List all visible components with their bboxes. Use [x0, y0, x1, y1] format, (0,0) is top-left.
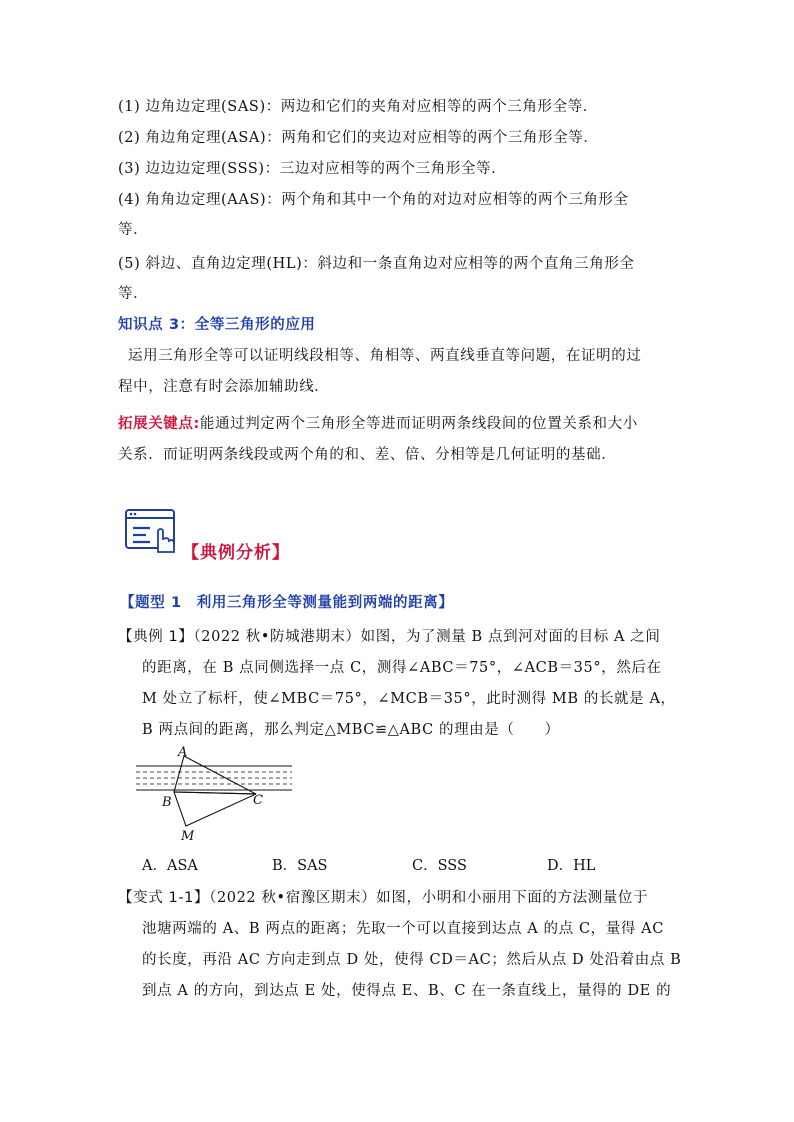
variant-1-1-line-1 — [118, 888, 648, 908]
option-d[interactable]: D．HL — [547, 858, 596, 874]
type-1-title: 【题型 1 利用三角形全等测量能到两端的距离】 — [120, 595, 454, 611]
variant-1-1-label: 【变式 1-1】 — [118, 890, 210, 906]
option-c[interactable]: C．SSS — [412, 858, 467, 874]
knowledge-point-3-line-1: 运用三角形全等可以证明线段相等、角相等、两直线垂直等问题，在证明的过 — [128, 348, 642, 364]
theorem-3: (3) 边边边定理(SSS)：三边对应相等的两个三角形全等． — [118, 161, 507, 177]
label-c: C — [253, 793, 263, 808]
key-point-line-2: 关系．而证明两条线段或两个角的和、差、倍、分相等是几何证明的基础． — [118, 447, 617, 463]
knowledge-point-3-line-2: 程中，注意有时会添加辅助线． — [118, 379, 330, 395]
example-1-line-3: M 处立了标杆，使∠MBC＝75°，∠MCB＝35°，此时测得 MB 的长就是 A， — [142, 691, 676, 707]
key-point-text-1: 能通过判定两个三角形全等进而证明两条线段间的位置关系和大小 — [199, 416, 638, 432]
knowledge-point-3-title: 知识点 3：全等三角形的应用 — [118, 317, 316, 333]
example-1-line-2: 的距离，在 B 点同侧选择一点 C，测得∠ABC＝75°，∠ACB＝35°，然后在 — [142, 660, 662, 676]
example-1-line-4: B 两点间的距离，那么判定△MBC≌△ABC 的理由是（ ） — [142, 722, 560, 738]
river-triangle-diagram — [134, 744, 294, 844]
theorem-1: (1) 边角边定理(SAS)：两边和它们的夹角对应相等的两个三角形全等． — [118, 99, 598, 115]
label-a: A — [178, 745, 188, 760]
theorem-5: (5) 斜边、直角边定理(HL)：斜边和一条直角边对应相等的两个直角三角形全 — [118, 256, 635, 272]
variant-1-1-text-1: （2022 秋•宿豫区期末）如图，小明和小丽用下面的方法测量位于 — [209, 890, 649, 906]
screen-hand-pointer-icon — [124, 508, 180, 554]
theorem-2: (2) 角边角定理(ASA)：两角和它们的夹边对应相等的两个三角形全等． — [118, 130, 599, 146]
variant-1-1-line-2: 池塘两端的 A、B 两点的距离；先取一个可以直接到达点 A 的点 C，量得 AC — [142, 921, 664, 937]
theorem-4-cont: 等． — [118, 222, 149, 238]
key-point-label: 拓展关键点: — [118, 416, 200, 432]
theorem-5-cont: 等． — [118, 286, 149, 302]
variant-1-1-line-4: 到点 A 的方向，到达点 E 处，使得点 E、B、C 在一条直线上，量得的 DE 的 — [142, 983, 672, 999]
option-a[interactable]: A．ASA — [142, 858, 198, 874]
variant-1-1-line-3: 的长度，再沿 AC 方向走到点 D 处，使得 CD＝AC；然后从点 D 处沿着由点 B — [142, 952, 682, 968]
section-title: 【典例分析】 — [182, 543, 290, 563]
label-b: B — [162, 795, 172, 810]
example-1-label: 【典例 1】 — [118, 629, 194, 645]
theorem-4: (4) 角角边定理(AAS)：两个角和其中一个角的对边对应相等的两个三角形全 — [118, 192, 629, 208]
option-b[interactable]: B．SAS — [272, 858, 328, 874]
label-m: M — [181, 829, 195, 844]
key-point-line-1 — [118, 414, 638, 434]
example-1-text-1: （2022 秋•防城港期末）如图，为了测量 B 点到河对面的目标 A 之间 — [193, 629, 661, 645]
example-1-line-1 — [118, 627, 661, 647]
